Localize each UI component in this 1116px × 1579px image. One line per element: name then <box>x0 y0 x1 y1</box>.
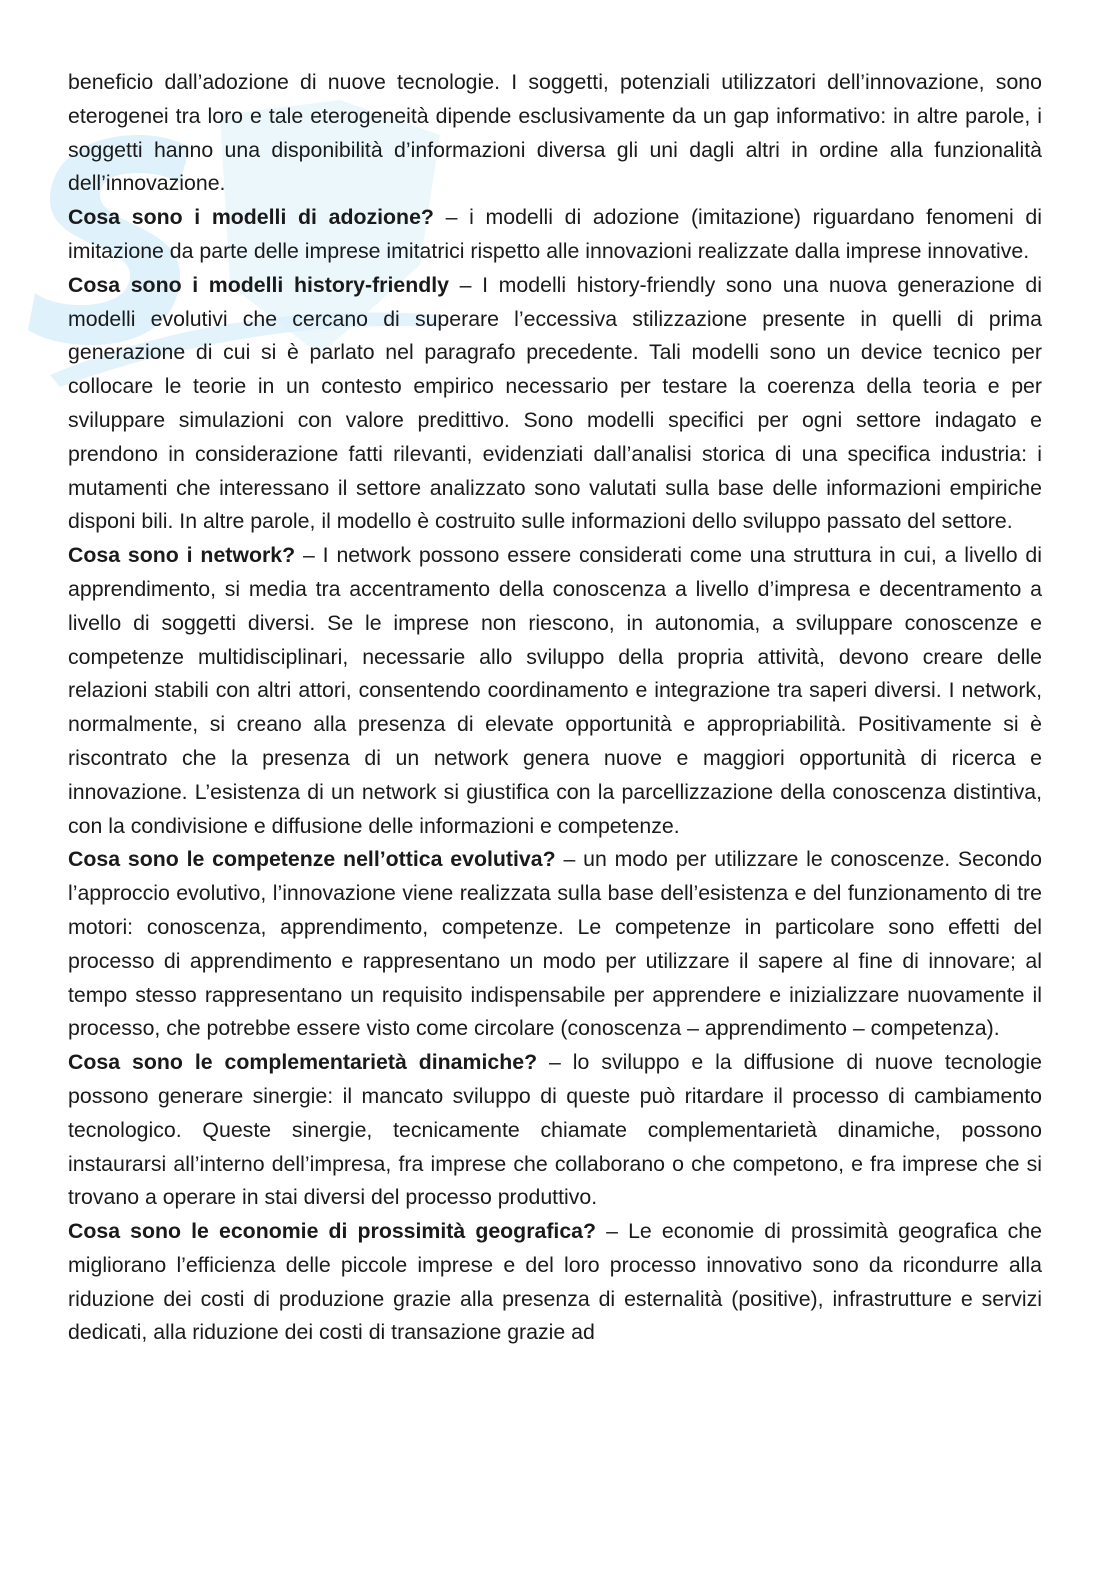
section-answer: – I modelli history-friendly sono una nuova generazione di modelli evolutivi che cercano di superare l’eccessiva stilizzazione presente in quelli di prima generazione di cui si è parlato nel paragrafo precedente. Tali modelli sono un device tecnico per collocare le teorie in un contesto empirico necessario per testare la coerenza della teoria e per sviluppare simulazioni con valore predittivo. Sono modelli specifici per ogni settore indagato e prendono in considerazione fatti rilevanti, evidenziati dall’analisi storica di una specifica industria: i mutamenti che interessano il settore analizzato sono valutati sulla base delle informazioni empiriche disponi bili. In altre parole, il modello è costruito sulle informazioni dello sviluppo passato del settore. <box>68 272 1042 534</box>
section-paragraph <box>68 1046 1042 1215</box>
section-answer: – un modo per utilizzare le conoscenze. Secondo l’approccio evolutivo, l’innovazione viene realizzata sulla base dell’esistenza e del funzionamento di tre motori: conoscenza, apprendimento, competenze. Le competenze in particolare sono effetti del processo di apprendimento e rappresentano un modo per utilizzare il sapere al fine di innovare; al tempo stesso rappresentano un requisito indispensabile per apprendere e inizializzare nuovamente il processo, che potrebbe essere visto come circolare (conoscenza – apprendimento – competenza). <box>68 847 1043 1041</box>
section-question: Cosa sono i network? <box>68 543 296 568</box>
section-answer: – i modelli di adozione (imitazione) riguardano fenomeni di imitazione da parte delle imprese imitatrici rispetto alle innovazioni realizzate dalla imprese innovative. <box>68 205 1042 263</box>
section-question: Cosa sono i modelli history-friendly <box>68 272 449 297</box>
section-answer: – lo sviluppo e la diffusione di nuove tecnologie possono generare sinergie: il mancato sviluppo di queste può ritardare il processo di cambiamento tecnologico. Queste sinergie, tecnicamente chiamate complementarietà dinamiche, possono instaurarsi all’interno dell’impresa, fra imprese che collaborano o che competono, e fra imprese che si trovano a operare in stai diversi del processo produttivo. <box>68 1050 1042 1210</box>
document-body <box>68 66 1042 1350</box>
section-paragraph <box>68 1215 1042 1350</box>
section-question: Cosa sono le competenze nell’ottica evolutiva? <box>68 847 556 872</box>
section-question: Cosa sono le complementarietà dinamiche? <box>68 1050 538 1075</box>
section-paragraph <box>68 269 1042 539</box>
section-question: Cosa sono i modelli di adozione? <box>68 205 434 230</box>
section-paragraph <box>68 843 1042 1046</box>
section-paragraph <box>68 201 1042 269</box>
intro-paragraph: beneficio dall’adozione di nuove tecnologie. I soggetti, potenziali utilizzatori dell’innovazione, sono eterogenei tra loro e tale eterogeneità dipende esclusivamente da un gap informativo: in altre parole, i soggetti hanno una disponibilità d’informazioni diversa gli uni dagli altri in ordine alla funzionalità dell’innovazione. <box>68 70 1042 196</box>
section-paragraph <box>68 539 1042 843</box>
section-answer: – I network possono essere considerati come una struttura in cui, a livello di apprendimento, si media tra accentramento della conoscenza a livello d’impresa e decentramento a livello di soggetti diversi. Se le imprese non riescono, in autonomia, a sviluppare conoscenze e competenze multidisciplinari, necessarie allo sviluppo della propria attività, devono creare delle relazioni stabili con altri attori, consentendo coordinamento e integrazione tra saperi diversi. I network, normalmente, si creano alla presenza di elevate opportunità e appropriabilità. Positivamente si è riscontrato che la presenza di un network genera nuove e maggiori opportunità di ricerca e innovazione. L’esistenza di un network si giustifica con la parcellizzazione della conoscenza distintiva, con la condivisione e diffusione delle informazioni e competenze. <box>68 543 1042 838</box>
section-question: Cosa sono le economie di prossimità geografica? <box>68 1219 597 1244</box>
section-answer: – Le economie di prossimità geografica che migliorano l’efficienza delle piccole imprese e del loro processo innovativo sono da ricondurre alla riduzione dei costi di produzione grazie alla presenza di esternalità (positive), infrastrutture e servizi dedicati, alla riduzione dei costi di transazione grazie ad <box>68 1219 1042 1345</box>
